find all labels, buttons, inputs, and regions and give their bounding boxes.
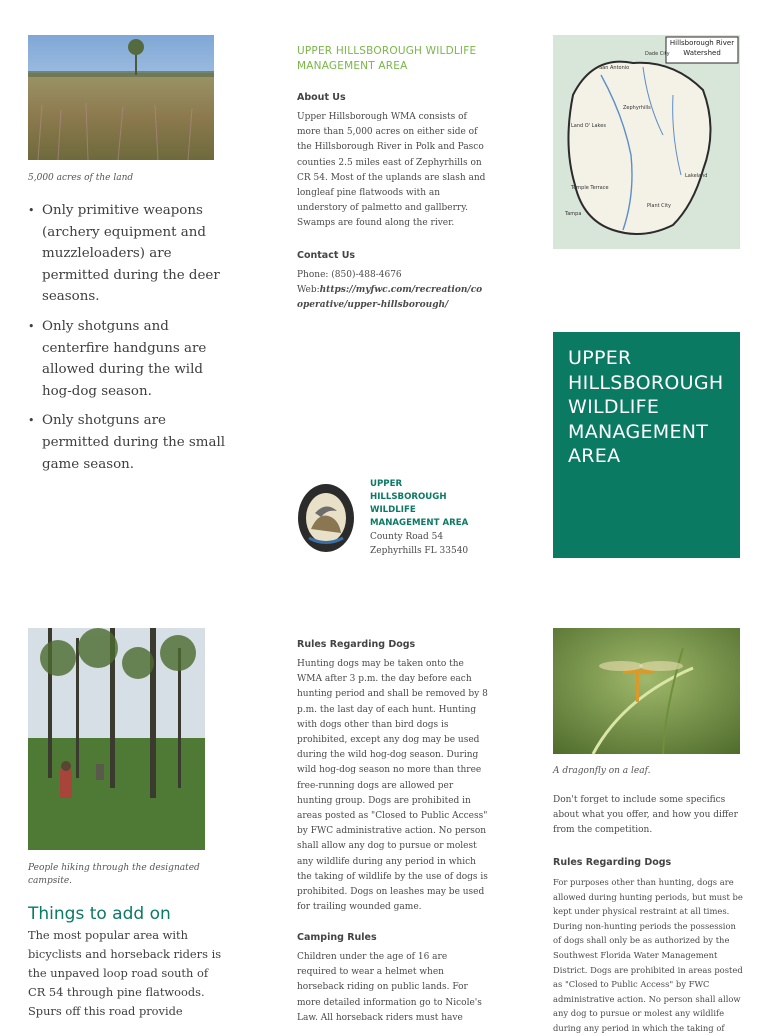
fwc-logo (297, 483, 355, 553)
about-text: Upper Hillsborough WMA consists of more than 5,000 acres on either side of the Hillsborough River in Polk and Pasco counties 2.5 miles east of Zephyrhills on CR 54. Most of the uplands are slash and longleaf pine flatwoods with an understory of palmetto and gallberry. Swamps are found along the river. (297, 112, 486, 229)
watershed-map (553, 35, 740, 249)
org-name-line: MANAGEMENT AREA (370, 518, 469, 528)
cover-title-line: MANAGEMENT (568, 420, 709, 443)
map-title-line: Hillsborough River (669, 39, 735, 47)
camping-text: Children under the age of 16 are required to wear a helmet when horseback riding on public lands. For more detailed information go to Nicole's Law. All horseback riders must have (297, 952, 482, 1023)
camping-heading: Camping Rules (297, 932, 377, 943)
dogs-text: Hunting dogs may be taken onto the WMA after 3 p.m. the day before each hunting period and shall be removed by 8 p.m. the last day of each hunt. Hunting with dogs other than bird dogs is prohibited, except any dog may be used during the wild hog-dog season. During wild hog-dog season no more than three free-running dogs are allowed per hunting group. Dogs are prohibited in areas posted as "Closed to Public Access" by FWC administrative action. No person shall allow any dog to pursue or molest any wildlife during any period in which the taking of wildlife by the use of dogs is prohibited. Dogs on leashes may be used for trailing wounded game. (297, 659, 488, 913)
dogs-heading: Rules Regarding Dogs (297, 639, 416, 650)
map-label: San Antonio (599, 65, 630, 71)
map-title-line: Watershed (683, 48, 721, 57)
org-name-line: WILDLIFE (370, 505, 416, 515)
cover-title-line: AREA (568, 445, 621, 467)
contact-phone: Phone: (850)-488-4676 (297, 270, 402, 280)
dragonfly-photo (553, 628, 740, 754)
cover-title-line: UPPER (568, 347, 632, 369)
map-title (667, 39, 737, 58)
field-photo-caption: 5,000 acres of the land (28, 173, 134, 183)
map-label: Lakeland (685, 173, 708, 179)
dogs-heading-2: Rules Regarding Dogs (553, 857, 672, 868)
list-item: • Only shotguns and centerfire handguns are allowed during the wild hog-dog season. (28, 316, 228, 402)
web-prefix: Web: (297, 285, 320, 295)
field-photo (28, 35, 214, 160)
address-line: County Road 54 (370, 532, 444, 542)
hikers-photo-caption: People hiking through the designated campsite. (28, 863, 200, 886)
website-link[interactable]: https://myfwc.com/recreation/cooperative/upper-hillsborough/ (297, 285, 483, 310)
address-line: Zephyrhills FL 33540 (370, 546, 469, 556)
list-item: • Only shotguns are permitted during the small game season. (28, 410, 228, 475)
things-text: The most popular area with bicyclists and horseback riders is the unpaved loop road south of CR 54 through pine flatwoods. Spurs off this road provide (28, 928, 222, 1018)
contact-heading: Contact Us (297, 250, 356, 261)
map-label: Zephyrhills (623, 105, 651, 111)
cover-title (568, 346, 733, 469)
cover-title-line: HILLSBOROUGH (568, 371, 724, 394)
dogs-text-2: For purposes other than hunting, dogs are allowed during hunting periods, but must be kept under physical restraint at all times. During non-hunting periods the possession of dogs shall only be as authorized by the Southwest Florida Water Management District. Dogs are prohibited in areas posted as "Closed to Public Access" by FWC administrative action. No person shall allow any dog to pursue or molest any wildlife during any period in which the taking of (553, 877, 743, 1033)
dragonfly-photo-caption: A dragonfly on a leaf. (553, 766, 651, 776)
about-heading: About Us (297, 92, 346, 103)
cover-panel (553, 332, 740, 558)
org-name-line: HILLSBOROUGH (370, 492, 447, 502)
map-label: Plant City (647, 203, 671, 209)
map-label: Dade City (645, 51, 670, 57)
contact-web (297, 283, 487, 313)
specifics-text: Don't forget to include some specifics about what you offer, and how you differ from the competition. (553, 795, 738, 836)
cover-title-line: WILDLIFE (568, 396, 660, 418)
map-label: Tampa (565, 211, 582, 217)
list-item: • Only primitive weapons (archery equipment and muzzleloaders) are permitted during the deer seasons. (28, 200, 228, 308)
wma-title: UPPER HILLSBOROUGH WILDLIFE MANAGEMENT AREA (297, 45, 477, 72)
weapon-rules-list (28, 200, 228, 483)
map-label: Land O' Lakes (571, 123, 606, 129)
hikers-photo (28, 628, 205, 850)
things-heading: Things to add on (28, 904, 171, 924)
map-label: Temple Terrace (571, 185, 609, 191)
fwc-org-block (370, 478, 500, 558)
org-name-line: UPPER (370, 479, 403, 489)
